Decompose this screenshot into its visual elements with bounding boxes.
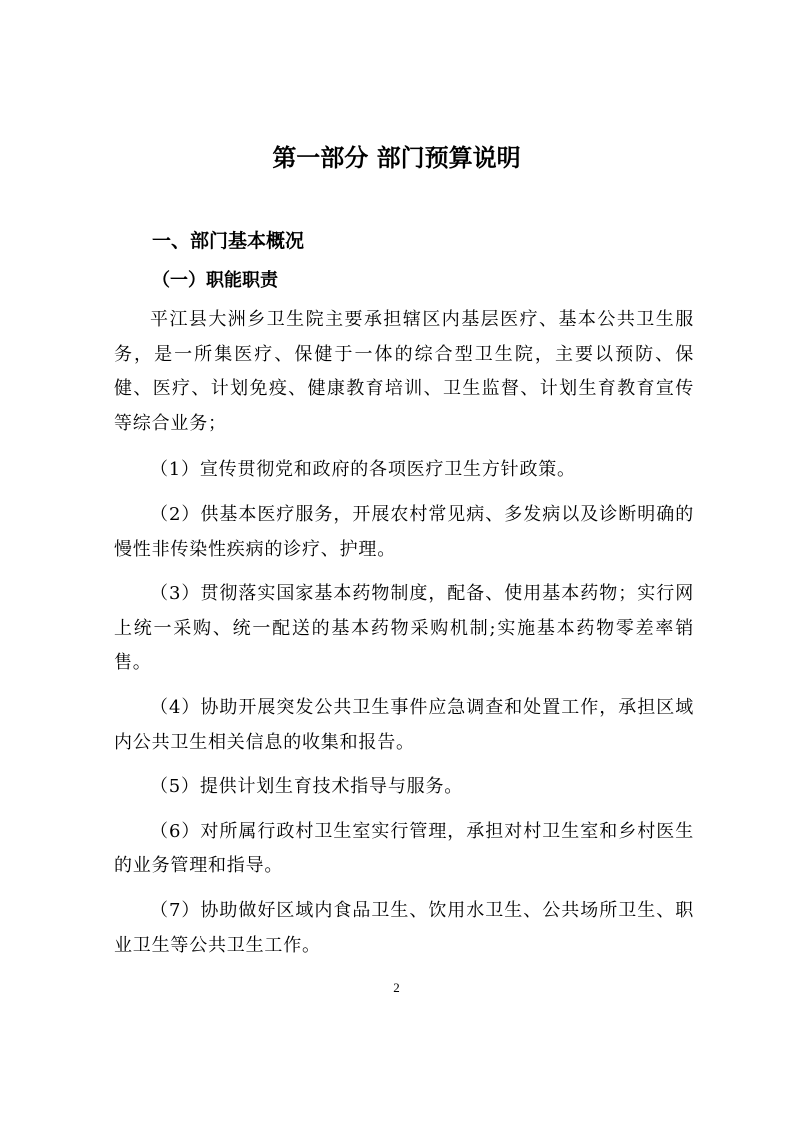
duty-item-5: （5）提供计划生育技术指导与服务。 [150,776,464,798]
duty-item-3: （3）贯彻落实国家基本药物制度，配备、使用基本药物；实行网上统一采购、统一配送的基本药物采购机制;实施基本药物零差率销售。 [114,583,694,674]
duty-item-4: （4）协助开展突发公共卫生事件应急调查和处置工作，承担区域内公共卫生相关信息的收集和报告。 [114,696,694,753]
page-number: 2 [393,980,400,995]
duty-item-7: （7）协助做好区域内食品卫生、饮用水卫生、公共场所卫生、职业卫生等公共卫生工作。 [114,899,694,956]
duty-item-6: （6）对所属行政村卫生室实行管理，承担对村卫生室和乡村医生的业务管理和指导。 [114,820,694,877]
subsection-heading: （一）职能职责 [152,270,278,291]
section-heading: 一、部门基本概况 [152,230,305,252]
intro-paragraph: 平江县大洲乡卫生院主要承担辖区内基层医疗、基本公共卫生服务，是一所集医疗、保健于一体的综合型卫生院，主要以预防、保健、医疗、计划免疫、健康教育培训、卫生监督、计划生育教育宣传等综合业务； [114,309,694,434]
document-body [114,222,694,973]
duty-item-1: （1）宣传贯彻党和政府的各项医疗卫生方针政策。 [150,459,576,481]
page-title: 第一部分 部门预算说明 [272,144,521,172]
duty-item-2: （2）供基本医疗服务，开展农村常见病、多发病以及诊断明确的慢性非传染性疾病的诊疗、护理。 [114,503,694,560]
